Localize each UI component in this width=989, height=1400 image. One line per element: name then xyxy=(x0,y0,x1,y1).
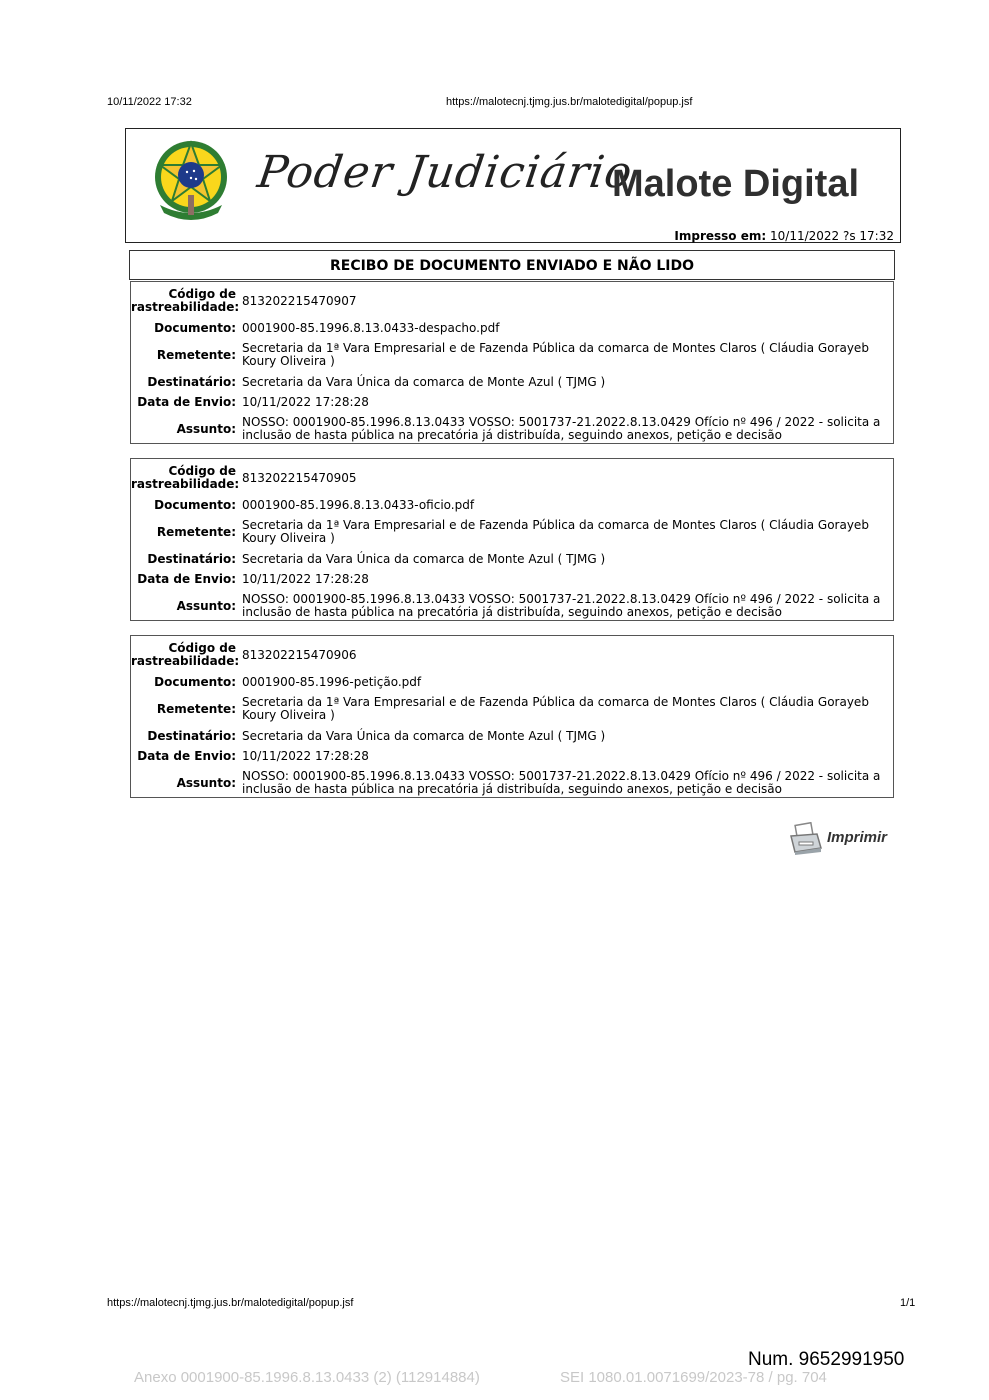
print-url: https://malotecnj.tjmg.jus.br/malotedigital/popup.jsf xyxy=(446,96,693,108)
sei-stamp: SEI 1080.01.0071699/2023-78 / pg. 704 xyxy=(560,1369,827,1386)
codigo-value: 813202215470907 xyxy=(242,293,357,308)
malote-digital-logo: Malote Digital xyxy=(612,163,860,205)
assunto-label: Assunto: xyxy=(176,775,236,790)
destinatario-value: Secretaria da Vara Única da comarca de Monte Azul ( TJMG ) xyxy=(242,551,606,566)
documento-value: 0001900-85.1996.8.13.0433-oficio.pdf xyxy=(242,497,475,512)
codigo-value: 813202215470906 xyxy=(242,647,357,662)
remetente-value: Secretaria da 1ª Vara Empresarial e de Fazenda Pública da comarca de Montes Claros ( Cláudia Gorayeb Koury Oliveira ) xyxy=(242,518,869,545)
documento-label: Documento: xyxy=(154,497,236,512)
footer-page: 1/1 xyxy=(900,1297,916,1309)
codigo-value: 813202215470905 xyxy=(242,470,357,485)
record-card xyxy=(130,281,894,444)
data-envio-label: Data de Envio: xyxy=(137,394,236,409)
codigo-label: Código de rastreabilidade: xyxy=(131,641,240,668)
remetente-label: Remetente: xyxy=(156,524,236,539)
printed-at-label: Impresso em: xyxy=(674,229,767,243)
destinatario-label: Destinatário: xyxy=(147,374,236,389)
destinatario-value: Secretaria da Vara Única da comarca de Monte Azul ( TJMG ) xyxy=(242,374,606,389)
assunto-label: Assunto: xyxy=(176,598,236,613)
remetente-value: Secretaria da 1ª Vara Empresarial e de Fazenda Pública da comarca de Montes Claros ( Cláudia Gorayeb Koury Oliveira ) xyxy=(242,341,869,368)
remetente-value: Secretaria da 1ª Vara Empresarial e de Fazenda Pública da comarca de Montes Claros ( Cláudia Gorayeb Koury Oliveira ) xyxy=(242,695,869,722)
printed-at-value: 10/11/2022 ?s 17:32 xyxy=(770,229,894,243)
assunto-value: NOSSO: 0001900-85.1996.8.13.0433 VOSSO: 5001737-21.2022.8.13.0429 Ofício nº 496 / 2022 - solicita a inclusão de hasta pública na precatória já distribuída, seguindo anexos, petição e decisão xyxy=(242,592,881,619)
data-envio-value: 10/11/2022 17:28:28 xyxy=(242,571,369,586)
printer-icon xyxy=(787,822,823,856)
anexo-stamp: Anexo 0001900-85.1996.8.13.0433 (2) (112914884) xyxy=(134,1369,480,1386)
documento-value: 0001900-85.1996.8.13.0433-despacho.pdf xyxy=(242,320,500,335)
brazil-coat-of-arms-icon xyxy=(148,135,234,225)
data-envio-label: Data de Envio: xyxy=(137,748,236,763)
print-button[interactable] xyxy=(785,820,895,858)
codigo-label: Código de rastreabilidade: xyxy=(131,287,240,314)
footer-url: https://malotecnj.tjmg.jus.br/malotedigital/popup.jsf xyxy=(107,1297,354,1309)
print-datetime: 10/11/2022 17:32 xyxy=(107,96,192,108)
destinatario-label: Destinatário: xyxy=(147,728,236,743)
record-card xyxy=(130,458,894,621)
data-envio-value: 10/11/2022 17:28:28 xyxy=(242,394,369,409)
poder-judiciario-logo: Poder Judiciário xyxy=(254,147,636,198)
receipt-title: RECIBO DE DOCUMENTO ENVIADO E NÃO LIDO xyxy=(129,250,895,280)
assunto-label: Assunto: xyxy=(176,421,236,436)
codigo-label: Código de rastreabilidade: xyxy=(131,464,240,491)
header-banner xyxy=(125,128,901,243)
remetente-label: Remetente: xyxy=(156,701,236,716)
destinatario-value: Secretaria da Vara Única da comarca de Monte Azul ( TJMG ) xyxy=(242,728,606,743)
data-envio-value: 10/11/2022 17:28:28 xyxy=(242,748,369,763)
remetente-label: Remetente: xyxy=(156,347,236,362)
destinatario-label: Destinatário: xyxy=(147,551,236,566)
documento-label: Documento: xyxy=(154,674,236,689)
documento-label: Documento: xyxy=(154,320,236,335)
printed-at xyxy=(674,229,894,243)
document-number: Num. 9652991950 xyxy=(748,1349,905,1370)
assunto-value: NOSSO: 0001900-85.1996.8.13.0433 VOSSO: 5001737-21.2022.8.13.0429 Ofício nº 496 / 2022 - solicita a inclusão de hasta pública na precatória já distribuída, seguindo anexos, petição e decisão xyxy=(242,769,881,796)
data-envio-label: Data de Envio: xyxy=(137,571,236,586)
record-card xyxy=(130,635,894,798)
assunto-value: NOSSO: 0001900-85.1996.8.13.0433 VOSSO: 5001737-21.2022.8.13.0429 Ofício nº 496 / 2022 - solicita a inclusão de hasta pública na precatória já distribuída, seguindo anexos, petição e decisão xyxy=(242,415,881,442)
documento-value: 0001900-85.1996-petição.pdf xyxy=(242,674,422,689)
print-button-label: Imprimir xyxy=(827,829,888,846)
